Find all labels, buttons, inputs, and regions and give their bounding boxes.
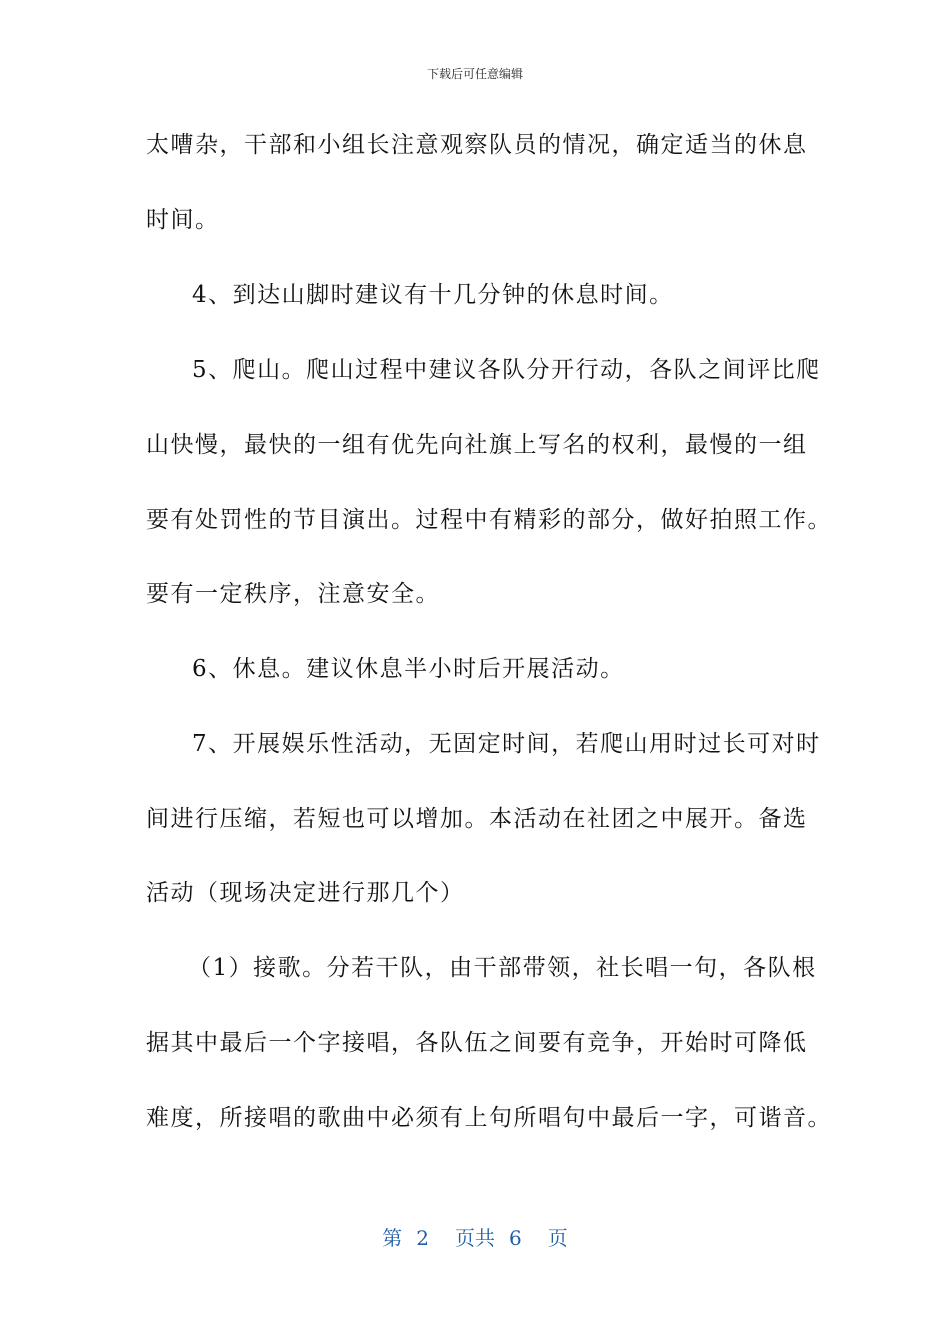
header-note: 下载后可任意编辑: [426, 67, 523, 81]
text-line: 据其中最后一个字接唱，各队伍之间要有竞争，开始时可降低: [146, 1030, 808, 1056]
text-line: 难度，所接唱的歌曲中必须有上句所唱句中最后一字，可谐音。: [146, 1105, 832, 1131]
text-line: 要有处罚性的节目演出。过程中有精彩的部分，做好拍照工作。: [146, 507, 832, 533]
text-line: 间进行压缩，若短也可以增加。本活动在社团之中展开。备选: [146, 806, 808, 832]
text-line: 7、开展娱乐性活动，无固定时间，若爬山用时过长可对时: [192, 731, 821, 757]
text-line: 5、爬山。爬山过程中建议各队分开行动，各队之间评比爬: [192, 357, 821, 383]
footer-total-pages: 6: [509, 1226, 522, 1250]
page-footer: [0, 1224, 950, 1252]
footer-label-total: 页共: [455, 1226, 495, 1250]
text-line: （1）接歌。分若干队，由干部带领，社长唱一句，各队根: [188, 955, 817, 981]
text-line: 太嘈杂，干部和小组长注意观察队员的情况，确定适当的休息: [146, 132, 808, 158]
text-line: 4、到达山脚时建议有十几分钟的休息时间。: [192, 282, 674, 308]
text-line: 山快慢，最快的一组有优先向社旗上写名的权利，最慢的一组: [146, 432, 808, 458]
footer-label-end: 页: [547, 1226, 568, 1250]
text-line: 活动（现场决定进行那几个）: [146, 880, 465, 906]
footer-current-page: 2: [416, 1226, 429, 1250]
text-line: 6、休息。建议休息半小时后开展活动。: [192, 656, 625, 682]
footer-label-page: 第: [382, 1226, 403, 1250]
text-line: 要有一定秩序，注意安全。: [146, 581, 440, 607]
text-line: 时间。: [146, 207, 220, 233]
